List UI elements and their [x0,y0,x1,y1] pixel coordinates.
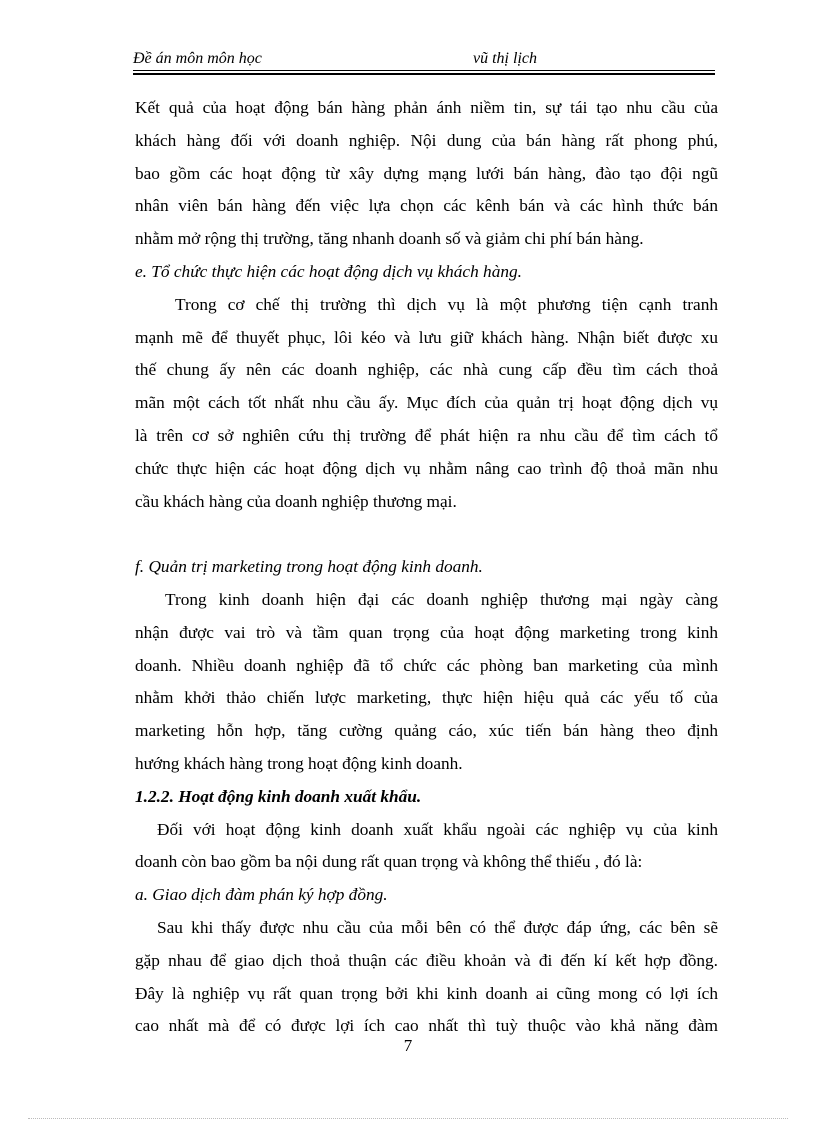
section-heading-a: a. Giao dịch đàm phán ký hợp đồng. [135,885,388,905]
text-line: cầu khách hàng của doanh nghiệp thương mại. [135,491,457,511]
section-heading-e: e. Tổ chức thực hiện các hoạt động dịch vụ khách hàng. [135,261,522,281]
text-line: nhận được vai trò và tầm quan trọng của hoạt động marketing trong kinh [135,622,718,642]
text-line: nhằm mở rộng thị trường, tăng nhanh doanh số và giảm chi phí bán hàng. [135,229,644,249]
text-line: hướng khách hàng trong hoạt động kinh doanh. [135,753,463,773]
section-heading-1-2-2: 1.2.2. Hoạt động kinh doanh xuất khẩu. [135,786,422,806]
header-author-name: vũ thị lịch [473,50,537,67]
text-line: marketing hỗn hợp, tăng cường quảng cáo, xúc tiến bán hàng theo định [135,721,718,741]
section-heading-f: f. Quản trị marketing trong hoạt động kinh doanh. [135,557,483,577]
text-line: là trên cơ sở nghiên cứu thị trường để phát hiện ra nhu cầu để tìm cách tổ [135,425,718,445]
text-line: bao gồm các hoạt động từ xây dựng mạng lưới bán hàng, đào tạo đội ngũ [135,163,718,183]
text-line: nhằm khởi thảo chiến lược marketing, thực hiện hiệu quả các yếu tố của [135,688,718,708]
text-line: doanh. Nhiều doanh nghiệp đã tổ chức các phòng ban marketing của mình [135,655,718,675]
text-line: mãn một cách tốt nhất nhu cầu ấy. Mục đích của quản trị hoạt động dịch vụ [135,393,718,413]
text-line: nhân viên bán hàng đến việc lựa chọn các kênh bán và các hình thức bán [135,196,718,216]
document-body [135,92,718,1043]
header-course-title: Đề án môn môn học [133,50,262,67]
text-line: Sau khi thấy được nhu cầu của mỗi bên có thể được đáp ứng, các bên sẽ [157,917,718,937]
text-line: gặp nhau để giao dịch thoả thuận các điều khoản và đi đến kí kết hợp đồng. [135,950,718,970]
header-rule-thick [133,73,715,75]
text-line: khách hàng đối với doanh nghiệp. Nội dung của bán hàng rất phong phú, [135,130,718,150]
text-line: cao nhất mà để có được lợi ích cao nhất thì tuỳ thuộc vào khả năng đàm [135,1016,718,1036]
text-line: Trong kinh doanh hiện đại các doanh nghiệp thương mại ngày càng [165,589,718,609]
text-line: Trong cơ chế thị trường thì dịch vụ là một phương tiện cạnh tranh [175,294,718,314]
text-line: mạnh mẽ để thuyết phục, lôi kéo và lưu giữ khách hàng. Nhận biết được xu [135,327,718,347]
header-rule-thin [133,70,715,71]
text-line: chức thực hiện các hoạt động dịch vụ nhằm nâng cao trình độ thoả mãn nhu [135,458,718,478]
text-line: doanh còn bao gồm ba nội dung rất quan trọng và không thể thiếu , đó là: [135,852,643,872]
page-number: 7 [403,1036,413,1055]
text-line: Đối với hoạt động kinh doanh xuất khẩu ngoài các nghiệp vụ của kinh [157,819,718,839]
page-bottom-divider [28,1118,788,1119]
page-header [133,48,713,70]
paragraph-spacer [135,518,718,551]
text-line: thế chung ấy nên các doanh nghiệp, các nhà cung cấp đều tìm cách thoả [135,360,718,380]
text-line: Kết quả của hoạt động bán hàng phản ánh niềm tin, sự tái tạo nhu cầu của [135,98,718,117]
text-line: Đây là nghiệp vụ rất quan trọng bởi khi kinh doanh ai cũng mong có lợi ích [135,983,718,1003]
